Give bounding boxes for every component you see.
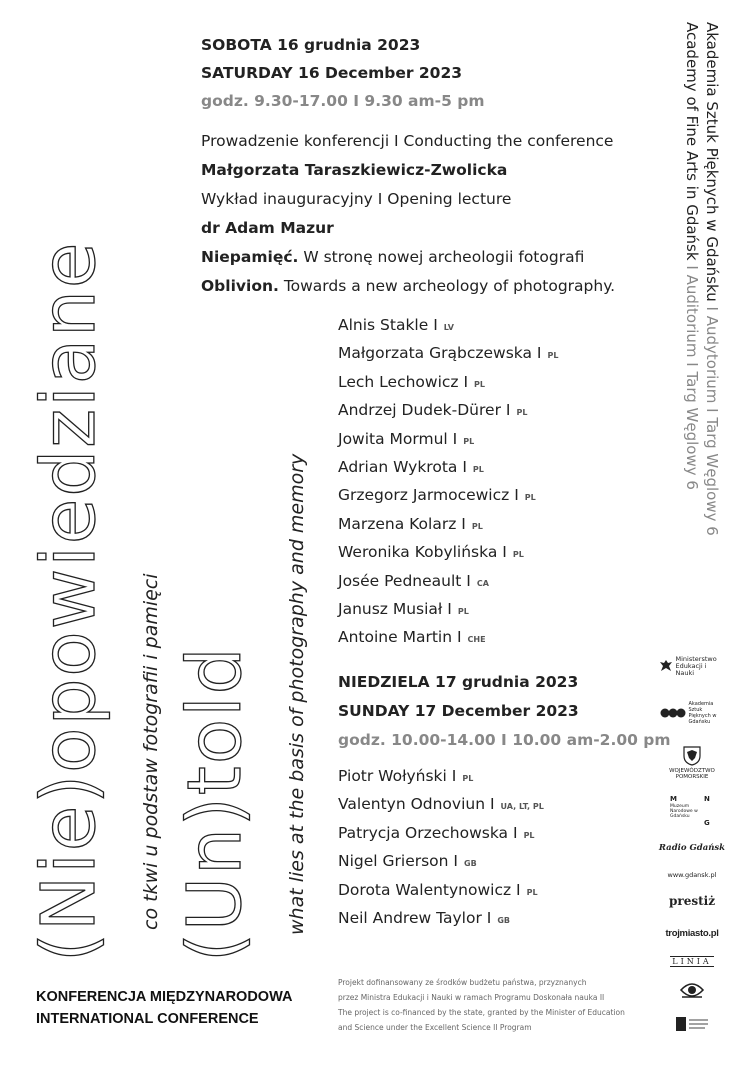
speaker-country: PL: [474, 379, 486, 389]
speaker-name: Jowita Mormul I: [338, 429, 458, 448]
speaker-item: [338, 430, 558, 458]
speaker-country: PL: [471, 521, 483, 531]
logo-muzeum-text: Muzeum Narodowe w Gdańsku: [670, 803, 698, 819]
eye-icon: [679, 980, 705, 1000]
day2-header: [338, 673, 671, 760]
speaker-item: [338, 401, 558, 429]
funding-note: [338, 975, 638, 1035]
logo-eye: [652, 978, 732, 1002]
speaker-item: [338, 881, 544, 909]
day1-date-pl: SOBOTA 16 grudnia 2023: [201, 36, 421, 54]
title-un: (Un)told: [172, 645, 258, 962]
speaker-item: [338, 628, 558, 656]
speaker-name: Neil Andrew Taylor I: [338, 908, 492, 927]
lecture-title-en-lead: Oblivion.: [201, 277, 279, 295]
venue-pl-rest: Audytorium I Targ Węglowy 6: [703, 315, 721, 536]
title-nie: (Nie)opowiedziane: [26, 240, 112, 962]
speaker-country: PL: [462, 774, 474, 783]
logo-ministry-text: Ministerstwo Edukacji i Nauki: [675, 654, 717, 677]
conference-type: [36, 986, 292, 1030]
logo-muzeum-mark: [670, 794, 714, 828]
venue-line-pl: [702, 22, 722, 536]
conference-type-en: INTERNATIONAL CONFERENCE: [36, 1011, 259, 1027]
speaker-name: Weronika Kobylińska I: [338, 543, 507, 562]
speaker-item: [338, 486, 558, 514]
speaker-name: Adrian Wykrota I: [338, 457, 467, 476]
logo-muzeum-g: G: [704, 819, 710, 827]
venue-block: [682, 22, 722, 536]
speaker-name: Małgorzata Grąbczewska I: [338, 344, 542, 363]
speaker-country: PL: [547, 351, 559, 361]
speaker-item: [338, 316, 558, 344]
funding-line: przez Ministra Edukacji i Nauki w ramach Programu Doskonała nauka II: [338, 993, 605, 1002]
speaker-item: [338, 852, 544, 880]
speaker-name: Andrzej Dudek-Dürer I: [338, 401, 511, 420]
speaker-item: [338, 600, 558, 628]
speaker-country: GB: [497, 915, 511, 925]
logo-muzeum-n: N: [704, 795, 710, 803]
logo-gdansk-text: www.gdansk.pl: [667, 871, 717, 879]
speaker-item: [338, 373, 558, 401]
logo-ministry: [652, 655, 732, 677]
speaker-country: GB: [464, 859, 477, 869]
venue-pl: Akademia Sztuk Pięknych w Gdańsku: [703, 22, 721, 302]
day1-time: godz. 9.30-17.00 I 9.30 am-5 pm: [201, 92, 485, 110]
logo-muzeum-m: M: [670, 795, 677, 803]
funding-line: The project is co-financed by the state, granted by the Minister of Education: [338, 1008, 625, 1017]
logo-trojmiasto: [652, 924, 732, 942]
lecture-title-pl-rest: W stronę nowej archeologii fotografi: [298, 248, 585, 266]
speaker-name: Valentyn Odnoviun I: [338, 795, 495, 814]
speaker-item: [338, 458, 558, 486]
speaker-country: PL: [512, 550, 524, 560]
speaker-name: Patrycja Orzechowska I: [338, 823, 518, 842]
venue-en: Academy of Fine Arts in Gdańsk: [683, 22, 701, 261]
logo-linia-text: LINIA: [672, 956, 712, 966]
logo-pomorskie-text: WOJEWÓDZTWO POMORSKIE: [669, 768, 715, 780]
lecture-label: Wykład inauguracyjny I Opening lecture: [201, 190, 512, 208]
speaker-name: Janusz Musiał I: [338, 599, 452, 618]
speaker-item: [338, 795, 544, 823]
speaker-country: PL: [523, 830, 535, 840]
logo-prestiz: [652, 890, 732, 912]
logo-linia: [652, 954, 732, 968]
speaker-item: [338, 767, 544, 795]
speaker-name: Alnis Stakle I: [338, 316, 438, 334]
speaker-name: Piotr Wołyński I: [338, 767, 457, 785]
speaker-name: Dorota Walentynowicz I: [338, 880, 521, 899]
speaker-country: LV: [443, 323, 454, 332]
speaker-name: Josée Pedneault I: [338, 571, 471, 590]
venue-line-en: [682, 22, 702, 536]
logo-asp: [652, 701, 732, 725]
speaker-item: [338, 572, 558, 600]
day1-speakers: [338, 316, 558, 657]
lecture-title-en: [201, 277, 615, 306]
logo-asp-text: Akademia Sztuk Pięknych w Gdańsku: [688, 701, 717, 725]
day2-date-pl: NIEDZIELA 17 grudnia 2023: [338, 673, 579, 691]
conductor-name: Małgorzata Taraszkiewicz-Zwolicka: [201, 161, 508, 179]
speaker-name: Grzegorz Jarmocewicz I: [338, 486, 519, 505]
logo-muzeum: [652, 795, 732, 827]
speaker-country: CA: [476, 578, 489, 588]
speaker-item: [338, 515, 558, 543]
logo-crest-small: [652, 1012, 732, 1036]
speaker-country: CHE: [467, 635, 486, 645]
shield-icon: [683, 746, 701, 766]
speaker-country: PL: [463, 436, 475, 446]
speaker-name: Lech Lechowicz I: [338, 372, 469, 391]
venue-en-rest: Auditorium I Targ Węglowy 6: [683, 274, 701, 490]
speaker-country: PL: [524, 493, 536, 503]
venue-separator: I: [683, 265, 701, 270]
venue-separator: I: [703, 306, 721, 311]
logo-trojmiasto-text: trojmiasto.pl: [665, 927, 719, 939]
speaker-country: PL: [526, 887, 538, 897]
day1-header: [201, 36, 615, 306]
lecture-title-pl-lead: Niepamięć.: [201, 248, 299, 266]
conference-type-pl: KONFERENCJA MIĘDZYNARODOWA: [36, 989, 293, 1005]
speaker-country: PL: [472, 464, 484, 474]
lecture-title-pl: [201, 248, 615, 277]
speaker-name: Antoine Martin I: [338, 628, 462, 647]
day2-time: godz. 10.00-14.00 I 10.00 am-2.00 pm: [338, 731, 671, 749]
speaker-item: [338, 824, 544, 852]
logo-radio-gdansk: [652, 840, 732, 856]
speaker-item: [338, 909, 544, 937]
speaker-country: PL: [457, 606, 469, 616]
day1-date-en: SATURDAY 16 December 2023: [201, 64, 463, 82]
speaker-name: Nigel Grierson I: [338, 852, 458, 871]
subtitle-pl: co tkwi u podstaw fotografii i pamięci: [140, 573, 162, 930]
subtitle-en: what lies at the basis of photography and memory: [286, 453, 308, 935]
day2-date-en: SUNDAY 17 December 2023: [338, 702, 579, 720]
lecturer-name: dr Adam Mazur: [201, 219, 334, 237]
logo-radio-text: Radio Gdańsk: [658, 843, 726, 853]
speaker-item: [338, 344, 558, 372]
speaker-name: Marzena Kolarz I: [338, 514, 466, 533]
funding-line: and Science under the Excellent Science II Program: [338, 1023, 532, 1032]
lecture-title-en-rest: Towards a new archeology of photography.: [278, 277, 616, 295]
logo-pomorskie: [652, 744, 732, 782]
speaker-item: [338, 543, 558, 571]
eagle-icon: [659, 659, 673, 673]
logo-gdansk-pl: [652, 868, 732, 882]
logo-prestiz-text: prestiż: [668, 894, 716, 908]
speaker-country: UA, LT, PL: [500, 802, 544, 812]
speaker-country: PL: [516, 408, 528, 418]
conducting-label: Prowadzenie konferencji I Conducting the conference: [201, 132, 614, 150]
crest-icon: [675, 1015, 709, 1033]
asp-crest-icon: [660, 706, 686, 720]
funding-line: Projekt dofinansowany ze środków budżetu państwa, przyznanych: [338, 978, 587, 987]
day2-speakers: [338, 767, 544, 937]
